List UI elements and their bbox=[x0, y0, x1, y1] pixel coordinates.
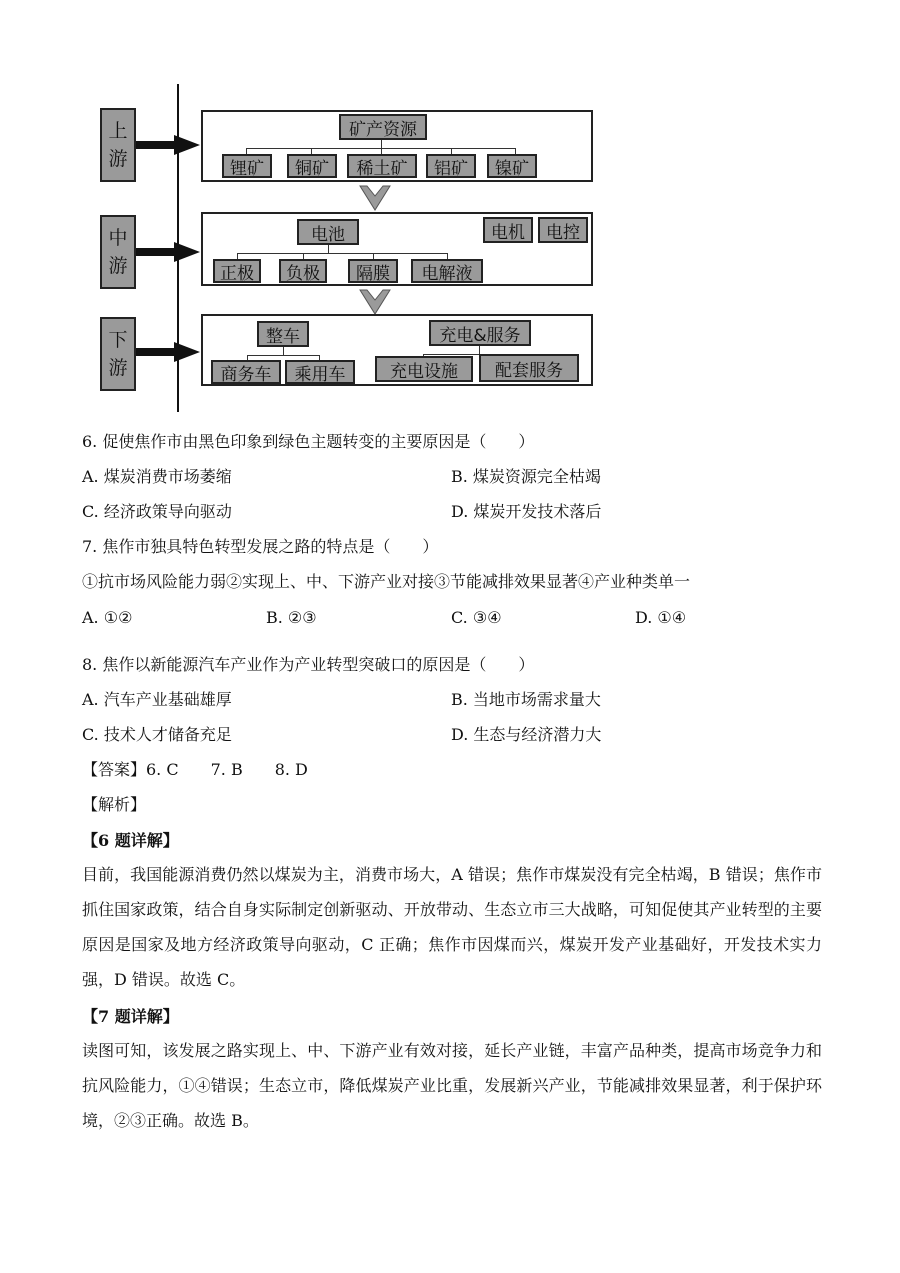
downstream-arrow-icon bbox=[136, 342, 200, 362]
q6-stem: 6. 促使焦作市由黑色印象到绿色主题转变的主要原因是（ ） bbox=[82, 432, 535, 451]
upstream-arrow-icon bbox=[136, 135, 200, 155]
stage-midstream-char-1: 中 bbox=[108, 227, 128, 249]
detail6-text: 目前，我国能源消费仍然以煤炭为主，消费市场大，A 错误；焦作市煤炭没有完全枯竭，B 错误；焦作市抓住国家政策，结合自身实际制定创新驱动、开放带动、生态立市三大战略，可知促使其产业转型的主要原因是国家及地方经济政策导向驱动，C 正确；焦作市因煤而兴，煤炭开发产业基础好，开发技术实力强，D 错误。故选 C。 bbox=[82, 865, 822, 989]
connector-line bbox=[479, 346, 480, 354]
upstream-panel bbox=[201, 110, 593, 182]
q6-option-a: A. 煤炭消费市场萎缩 bbox=[82, 467, 232, 486]
battery-box: 电池 bbox=[297, 219, 359, 245]
aluminum-ore-box: 铝矿 bbox=[426, 154, 476, 178]
complete-vehicle-box: 整车 bbox=[257, 321, 309, 347]
nickel-ore-box: 镍矿 bbox=[487, 154, 537, 178]
q7-option-b: B. ②③ bbox=[266, 608, 317, 627]
q8-option-d: D. 生态与经济潜力大 bbox=[451, 725, 602, 744]
q8-stem: 8. 焦作以新能源汽车产业作为产业转型突破口的原因是（ ） bbox=[82, 655, 535, 674]
detail7-text: 读图可知，该发展之路实现上、中、下游产业有效对接，延长产业链，丰富产品种类，提高市场竞争力和抗风险能力，①④错误；生态立市，降低煤炭产业比重，发展新兴产业，节能减排效果显著，利于保护环境，②③正确。故选 B。 bbox=[82, 1041, 822, 1130]
answer-line: 【答案】6. C 7. B 8. D bbox=[82, 760, 308, 779]
downstream-panel bbox=[201, 314, 593, 386]
stage-downstream-label bbox=[100, 317, 136, 391]
anode-box: 负极 bbox=[279, 259, 327, 283]
stage-upstream-char-2: 游 bbox=[108, 148, 128, 170]
electrolyte-box: 电解液 bbox=[411, 259, 483, 283]
copper-ore-box: 铜矿 bbox=[287, 154, 337, 178]
chevron-down-icon bbox=[358, 288, 392, 316]
midstream-arrow-icon bbox=[136, 242, 200, 262]
passenger-vehicle-box: 乘用车 bbox=[285, 360, 355, 384]
connector-line bbox=[237, 253, 447, 254]
charging-service-box: 充电&服务 bbox=[429, 320, 531, 346]
detail6-heading: 【6 题详解】 bbox=[82, 831, 179, 850]
stage-downstream-char-2: 游 bbox=[108, 357, 128, 379]
cathode-box: 正极 bbox=[213, 259, 261, 283]
midstream-panel bbox=[201, 212, 593, 286]
electronic-control-box: 电控 bbox=[538, 217, 588, 243]
stage-midstream-char-2: 游 bbox=[108, 255, 128, 277]
stage-downstream-char-1: 下 bbox=[108, 329, 128, 351]
mineral-resources-box: 矿产资源 bbox=[339, 114, 427, 140]
q6-option-b: B. 煤炭资源完全枯竭 bbox=[451, 467, 601, 486]
q8-option-b: B. 当地市场需求量大 bbox=[451, 690, 601, 709]
stage-upstream-label bbox=[100, 108, 136, 182]
rare-earth-ore-box: 稀土矿 bbox=[347, 154, 417, 178]
stage-midstream-label bbox=[100, 215, 136, 289]
q7-statements: ①抗市场风险能力弱②实现上、中、下游产业对接③节能减排效果显著④产业种类单一 bbox=[82, 572, 691, 591]
analysis-label: 【解析】 bbox=[82, 795, 147, 814]
connector-line bbox=[283, 347, 284, 355]
chevron-down-icon bbox=[358, 184, 392, 212]
q7-stem: 7. 焦作市独具特色转型发展之路的特点是（ ） bbox=[82, 537, 439, 556]
q7-option-a: A. ①② bbox=[82, 608, 133, 627]
q7-option-c: C. ③④ bbox=[451, 608, 502, 627]
motor-box: 电机 bbox=[483, 217, 533, 243]
detail7-heading: 【7 题详解】 bbox=[82, 1007, 179, 1026]
q6-option-c: C. 经济政策导向驱动 bbox=[82, 502, 232, 521]
connector-line bbox=[381, 140, 382, 148]
q8-option-a: A. 汽车产业基础雄厚 bbox=[82, 690, 232, 709]
connector-line bbox=[328, 245, 329, 253]
stage-upstream-char-1: 上 bbox=[108, 120, 128, 142]
commercial-vehicle-box: 商务车 bbox=[211, 360, 281, 384]
q8-option-c: C. 技术人才储备充足 bbox=[82, 725, 232, 744]
q7-option-d: D. ①④ bbox=[635, 608, 687, 627]
q6-option-d: D. 煤炭开发技术落后 bbox=[451, 502, 602, 521]
charging-facility-box: 充电设施 bbox=[375, 356, 473, 382]
lithium-ore-box: 锂矿 bbox=[222, 154, 272, 178]
separator-box: 隔膜 bbox=[348, 259, 398, 283]
connector-line bbox=[247, 355, 319, 356]
supporting-service-box: 配套服务 bbox=[479, 354, 579, 382]
industry-chain-diagram bbox=[0, 0, 900, 420]
